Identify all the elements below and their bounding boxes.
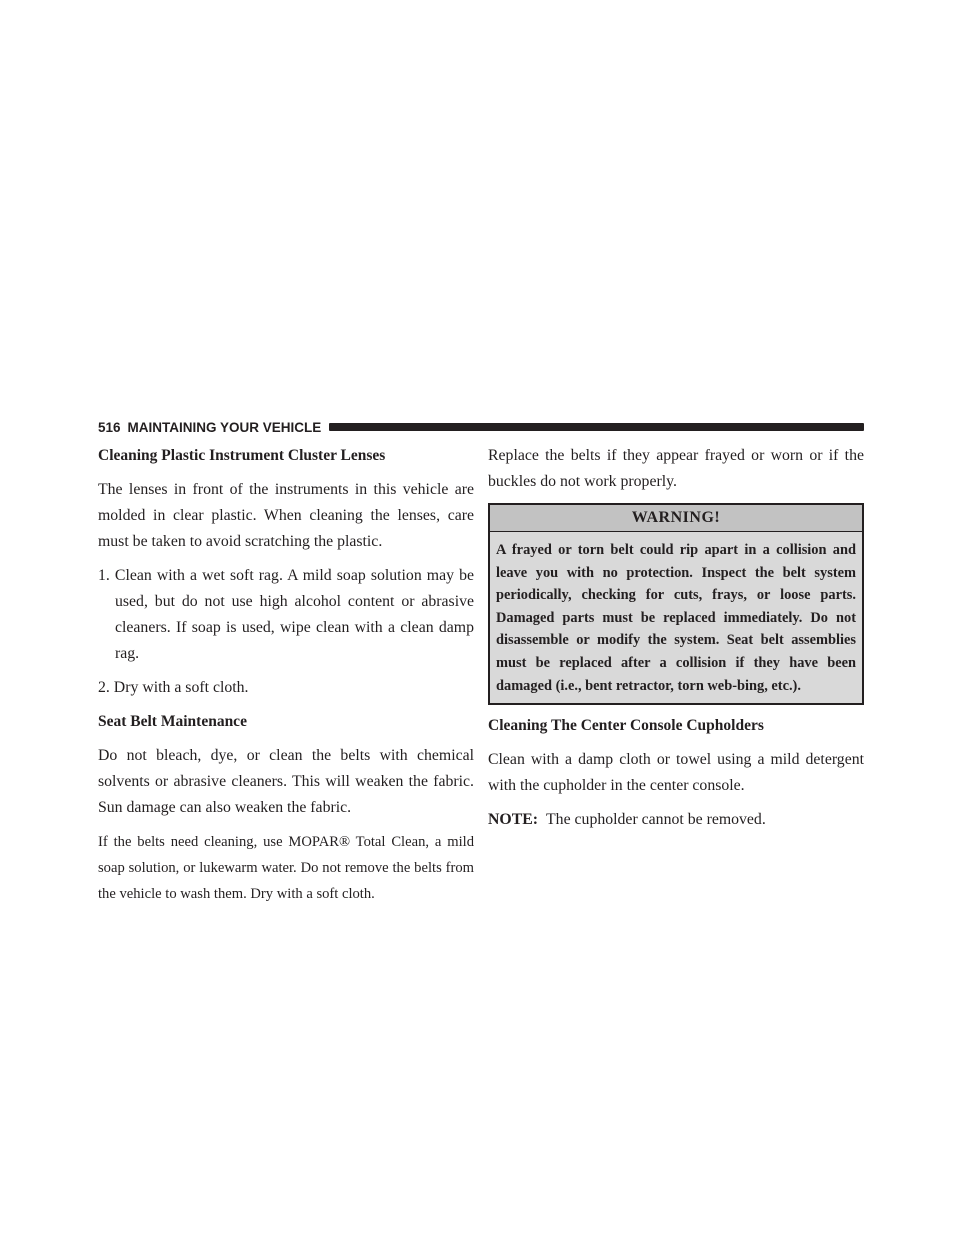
header-rule bbox=[329, 423, 864, 431]
section-title: MAINTAINING YOUR VEHICLE bbox=[127, 419, 322, 435]
heading-seat-belt: Seat Belt Maintenance bbox=[98, 713, 247, 730]
left-column bbox=[98, 443, 474, 915]
warning-box bbox=[488, 503, 864, 705]
heading-cupholders: Cleaning The Center Console Cupholders bbox=[488, 717, 764, 735]
step-2: 2. Dry with a soft cloth. bbox=[98, 679, 249, 696]
warning-title: WARNING! bbox=[490, 505, 862, 532]
paragraph-cupholders: Clean with a damp cloth or towel using a mild detergent with the cupholder in the center console. bbox=[488, 751, 864, 795]
heading-cluster-lenses: Cleaning Plastic Instrument Cluster Lenses bbox=[98, 447, 386, 464]
warning-text: A frayed or torn belt could rip apart in a collision and leave you with no protection. Inspect the belt system periodically, checking for cuts, frays, or loose parts. Damaged parts must be replaced immediately. Do not disassemble or modify the system. Seat belt assemblies must be replaced after a collision if they have been damaged (i.e., bent retractor, torn web-bing, etc.). bbox=[496, 542, 856, 694]
paragraph-lenses: The lenses in front of the instruments in this vehicle are molded in clear plastic. When cleaning the lenses, care must be taken to avoid scratching the plastic. bbox=[98, 481, 474, 550]
note bbox=[488, 807, 864, 833]
note-text: The cupholder cannot be removed. bbox=[546, 811, 766, 829]
paragraph-belt-cleaning: If the belts need cleaning, use MOPAR® Total Clean, a mild soap solution, or lukewarm water. Do not remove the belts from the vehicle to wash them. Dry with a soft cloth. bbox=[98, 834, 474, 902]
page-number: 516 bbox=[98, 419, 121, 435]
step-1: 1. Clean with a wet soft rag. A mild soap solution may be used, but do not use high alcohol content or abrasive cleaners. If soap is used, wipe clean with a clean damp rag. bbox=[98, 567, 474, 662]
paragraph-belt-care: Do not bleach, dye, or clean the belts with chemical solvents or abrasive cleaners. This will weaken the fabric. Sun damage can also weaken the fabric. bbox=[98, 747, 474, 816]
right-column bbox=[488, 443, 864, 841]
note-label: NOTE: bbox=[488, 811, 539, 829]
paragraph-replace-belts: Replace the belts if they appear frayed or worn or if the buckles do not work properly. bbox=[488, 447, 864, 490]
page-header bbox=[98, 417, 864, 437]
cleaning-steps bbox=[98, 563, 474, 701]
